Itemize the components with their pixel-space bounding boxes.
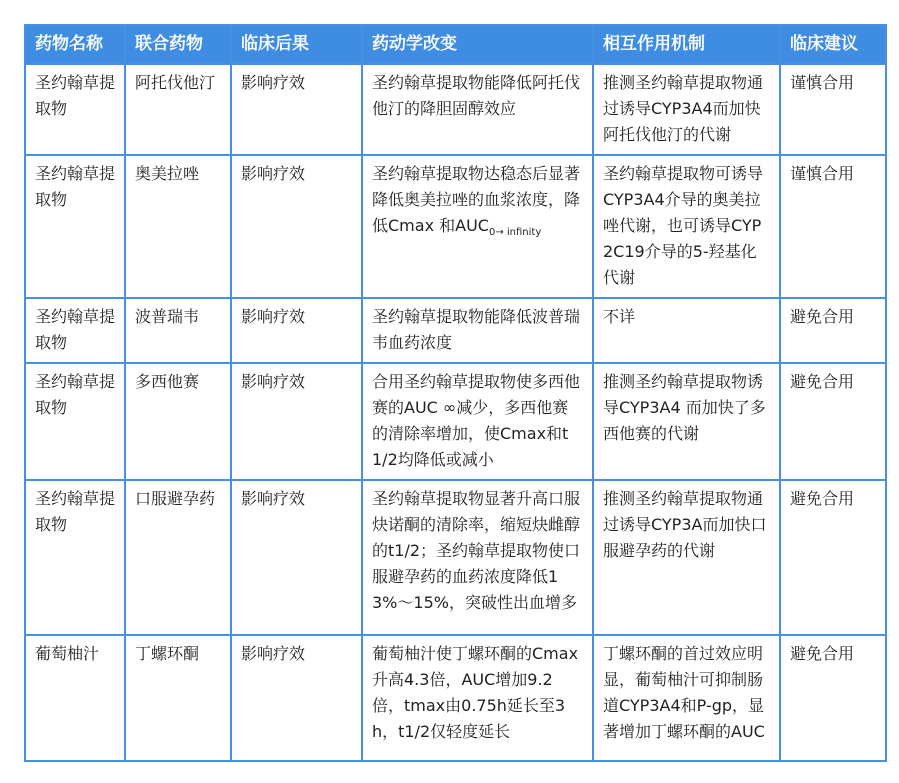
table-row xyxy=(25,363,886,480)
advice-text: 避免合用 xyxy=(790,307,855,326)
table-row xyxy=(25,155,886,298)
cell-drug xyxy=(25,363,125,480)
combo-text: 波普瑞韦 xyxy=(135,307,200,326)
cell-mechanism xyxy=(593,635,780,761)
mechanism-text: 推测圣约翰草提取物诱导CYP3A4 而加快了多西他赛的代谢 xyxy=(603,372,766,443)
outcome-text: 影响疗效 xyxy=(241,489,306,508)
cell-pk xyxy=(362,480,593,635)
drug-text: 葡萄柚汁 xyxy=(35,644,100,663)
pk-text: 圣约翰草提取物达稳态后显著降低奥美拉唑的血浆浓度，降低Cmax 和AUC xyxy=(372,164,581,235)
table-row xyxy=(25,635,886,761)
advice-text: 避免合用 xyxy=(790,489,855,508)
cell-drug xyxy=(25,635,125,761)
table-row xyxy=(25,64,886,155)
advice-text: 谨慎合用 xyxy=(790,164,855,183)
drug-text: 圣约翰草提取物 xyxy=(35,372,116,417)
header-drug: 药物名称 xyxy=(25,25,125,64)
advice-text: 避免合用 xyxy=(790,644,855,663)
combo-text: 丁螺环酮 xyxy=(135,644,200,663)
cell-advice xyxy=(780,363,886,480)
cell-combo xyxy=(125,363,231,480)
cell-outcome xyxy=(231,635,362,761)
drug-interaction-table xyxy=(24,24,887,762)
cell-mechanism xyxy=(593,363,780,480)
cell-pk xyxy=(362,298,593,363)
cell-advice xyxy=(780,64,886,155)
cell-outcome xyxy=(231,480,362,635)
cell-advice xyxy=(780,298,886,363)
cell-mechanism xyxy=(593,298,780,363)
cell-combo xyxy=(125,480,231,635)
header-mechanism: 相互作用机制 xyxy=(593,25,780,64)
auc-subscript: 0→ infinity xyxy=(488,227,542,239)
table-row xyxy=(25,298,886,363)
cell-mechanism xyxy=(593,480,780,635)
combo-text: 阿托伐他汀 xyxy=(135,73,216,92)
drug-text: 圣约翰草提取物 xyxy=(35,73,116,118)
drug-text: 圣约翰草提取物 xyxy=(35,164,116,209)
cell-combo xyxy=(125,298,231,363)
mechanism-text: 推测圣约翰草提取物通过诱导CYP3A而加快口服避孕药的代谢 xyxy=(603,489,767,560)
cell-combo xyxy=(125,64,231,155)
mechanism-text: 丁螺环酮的首过效应明显，葡萄柚汁可抑制肠道CYP3A4和P-gp，显著增加丁螺环酮的AUC xyxy=(603,644,765,741)
cell-pk xyxy=(362,363,593,480)
mechanism-text: 圣约翰草提取物可诱导CYP3A4介导的奥美拉唑代谢，也可诱导CYP2C19介导的5-羟基化代谢 xyxy=(603,164,764,287)
cell-combo xyxy=(125,635,231,761)
cell-advice xyxy=(780,480,886,635)
pk-text: 圣约翰草提取物能降低阿托伐他汀的降胆固醇效应 xyxy=(372,73,581,118)
drug-text: 圣约翰草提取物 xyxy=(35,307,116,352)
outcome-text: 影响疗效 xyxy=(241,307,306,326)
cell-advice xyxy=(780,635,886,761)
combo-text: 口服避孕药 xyxy=(135,489,216,508)
pk-text: 合用圣约翰草提取物使多西他赛的AUC ∞减少，多西他赛的清除率增加，使Cmax和t1/2均降低或减小 xyxy=(372,372,581,469)
mechanism-text: 推测圣约翰草提取物通过诱导CYP3A4而加快阿托伐他汀的代谢 xyxy=(603,73,764,144)
pk-text: 葡萄柚汁使丁螺环酮的Cmax升高4.3倍，AUC增加9.2倍，tmax由0.75h延长至3h，t1/2仅轻度延长 xyxy=(372,644,579,741)
cell-outcome xyxy=(231,298,362,363)
header-outcome: 临床后果 xyxy=(231,25,362,64)
cell-mechanism xyxy=(593,64,780,155)
pk-text: 圣约翰草提取物能降低波普瑞韦血药浓度 xyxy=(372,307,581,352)
cell-drug xyxy=(25,298,125,363)
outcome-text: 影响疗效 xyxy=(241,644,306,663)
mechanism-text: 不详 xyxy=(603,307,636,326)
header-pk: 药动学改变 xyxy=(362,25,593,64)
table-row xyxy=(25,480,886,635)
cell-drug xyxy=(25,480,125,635)
cell-pk xyxy=(362,64,593,155)
cell-outcome xyxy=(231,64,362,155)
combo-text: 多西他赛 xyxy=(135,372,200,391)
header-row xyxy=(25,25,886,64)
cell-pk xyxy=(362,635,593,761)
cell-advice xyxy=(780,155,886,298)
cell-drug xyxy=(25,155,125,298)
drug-text: 圣约翰草提取物 xyxy=(35,489,116,534)
pk-text: 圣约翰草提取物显著升高口服炔诺酮的清除率，缩短炔雌醇的t1/2；圣约翰草提取物使口服避孕药的血药浓度降低13%～15%，突破性出血增多 xyxy=(372,489,581,612)
advice-text: 谨慎合用 xyxy=(790,73,855,92)
cell-outcome xyxy=(231,363,362,480)
cell-pk xyxy=(362,155,593,298)
header-combo: 联合药物 xyxy=(125,25,231,64)
advice-text: 避免合用 xyxy=(790,372,855,391)
cell-combo xyxy=(125,155,231,298)
combo-text: 奥美拉唑 xyxy=(135,164,200,183)
outcome-text: 影响疗效 xyxy=(241,372,306,391)
cell-mechanism xyxy=(593,155,780,298)
outcome-text: 影响疗效 xyxy=(241,164,306,183)
cell-drug xyxy=(25,64,125,155)
outcome-text: 影响疗效 xyxy=(241,73,306,92)
header-advice: 临床建议 xyxy=(780,25,886,64)
cell-outcome xyxy=(231,155,362,298)
